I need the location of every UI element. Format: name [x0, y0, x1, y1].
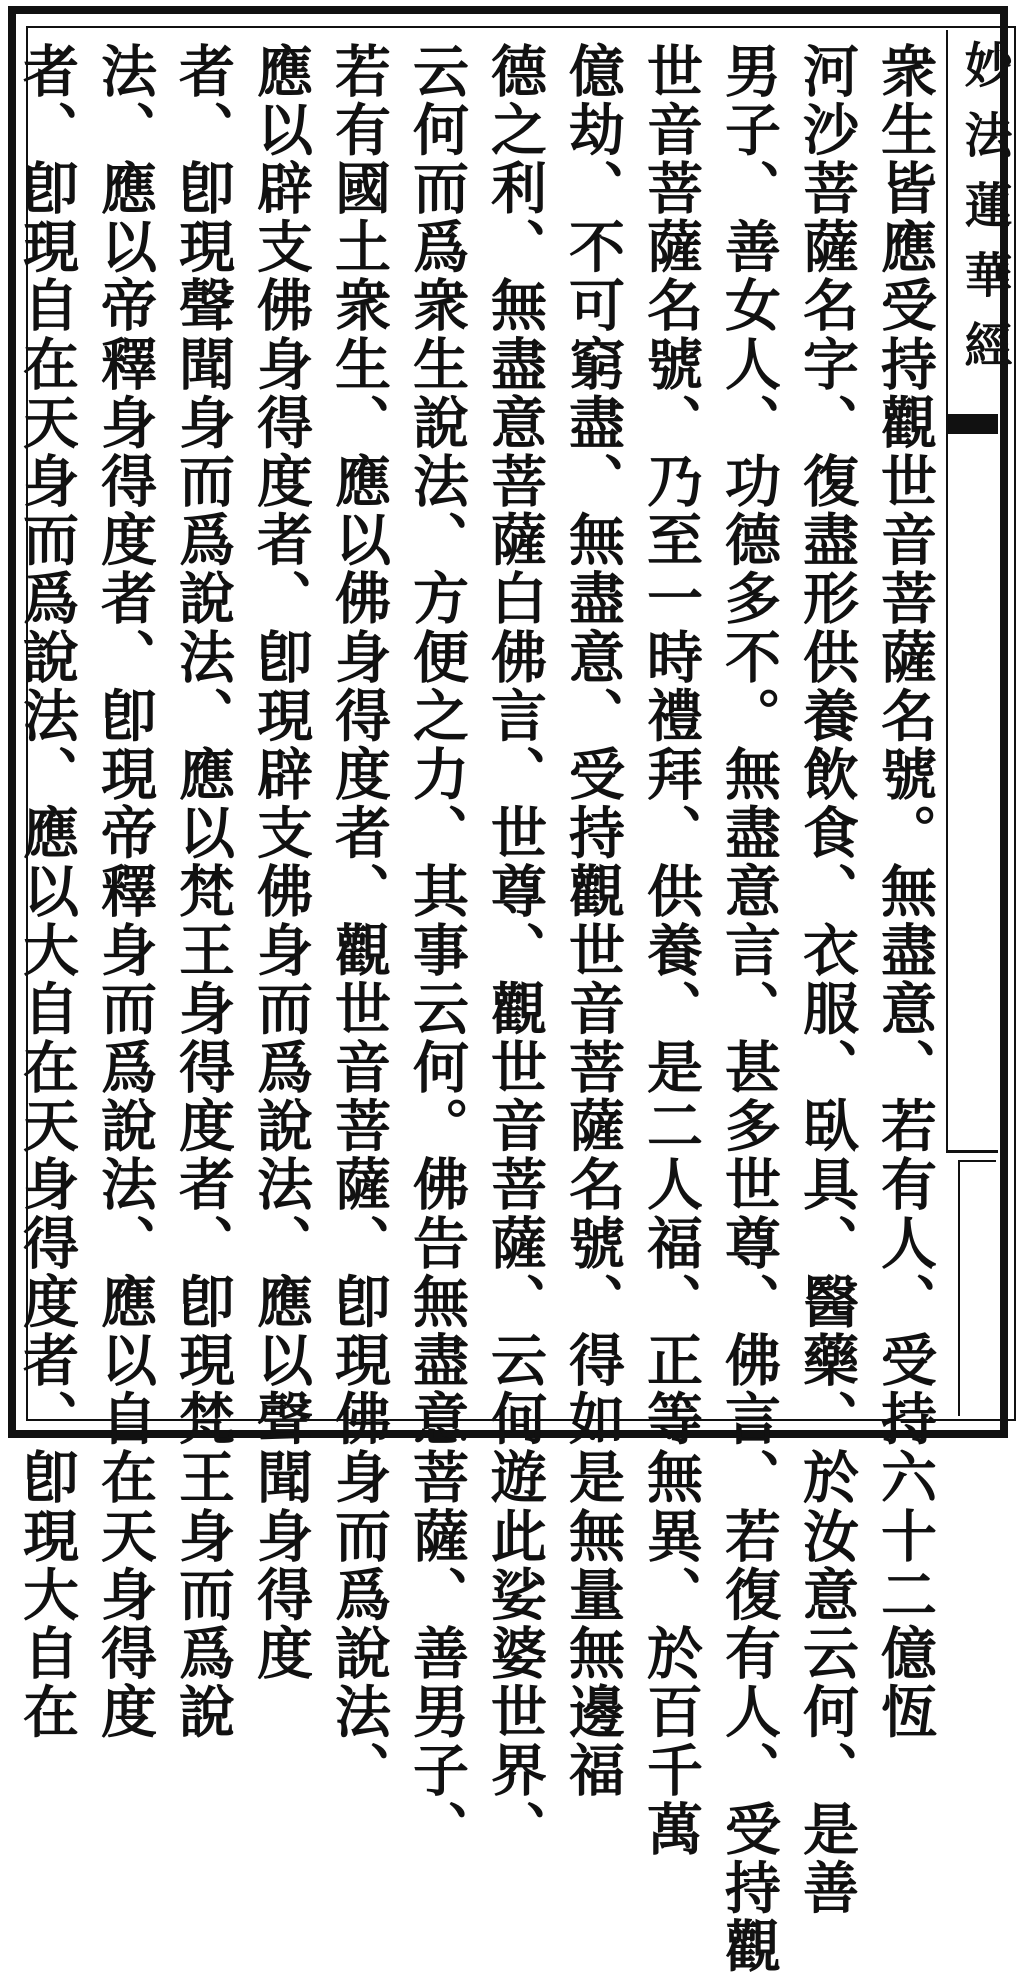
running-title-box [946, 30, 1012, 430]
text-column-7: 云何而爲衆生說法、方便之力、其事云何。佛告無盡意菩薩、善男子、 [404, 42, 470, 1859]
text-column-10: 者、卽現聲聞身而爲說法、應以梵王身得度者、卽現梵王身而爲說 [170, 42, 236, 1742]
text-column-4: 世音菩薩名號、乃至一時禮拜、供養、是二人福、正等無異、於百千萬 [638, 42, 704, 1859]
text-column-3: 男子、善女人、功德多不。無盡意言、甚多世尊、佛言、若復有人、受持觀 [716, 42, 782, 1976]
margin-column [946, 430, 998, 1150]
text-column-1: 衆生皆應受持觀世音菩薩名號。無盡意、若有人、受持六十二億恆 [872, 42, 938, 1742]
text-column-9: 應以辟支佛身得度者、卽現辟支佛身而爲說法、應以聲聞身得度 [248, 42, 314, 1683]
running-title: 妙法蓮華經 [956, 40, 1012, 390]
margin-lower-box [958, 1160, 996, 1416]
text-column-2: 河沙菩薩名字、復盡形供養飲食、衣服、臥具、醫藥、於汝意云何、是善 [794, 42, 860, 1918]
text-column-8: 若有國土衆生、應以佛身得度者、觀世音菩薩、卽現佛身而爲說法、 [326, 42, 392, 1800]
scripture-text-body [14, 42, 944, 1976]
text-column-12: 者、卽現自在天身而爲說法、應以大自在天身得度者、卽現大自在 [14, 42, 80, 1742]
text-column-6: 德之利、無盡意菩薩白佛言、世尊、觀世音菩薩、云何遊此娑婆世界、 [482, 42, 548, 1859]
text-column-11: 法、應以帝釋身得度者、卽現帝釋身而爲說法、應以自在天身得度 [92, 42, 158, 1742]
margin-rule [946, 1150, 998, 1153]
text-column-5: 億劫、不可窮盡、無盡意、受持觀世音菩薩名號、得如是無量無邊福 [560, 42, 626, 1800]
